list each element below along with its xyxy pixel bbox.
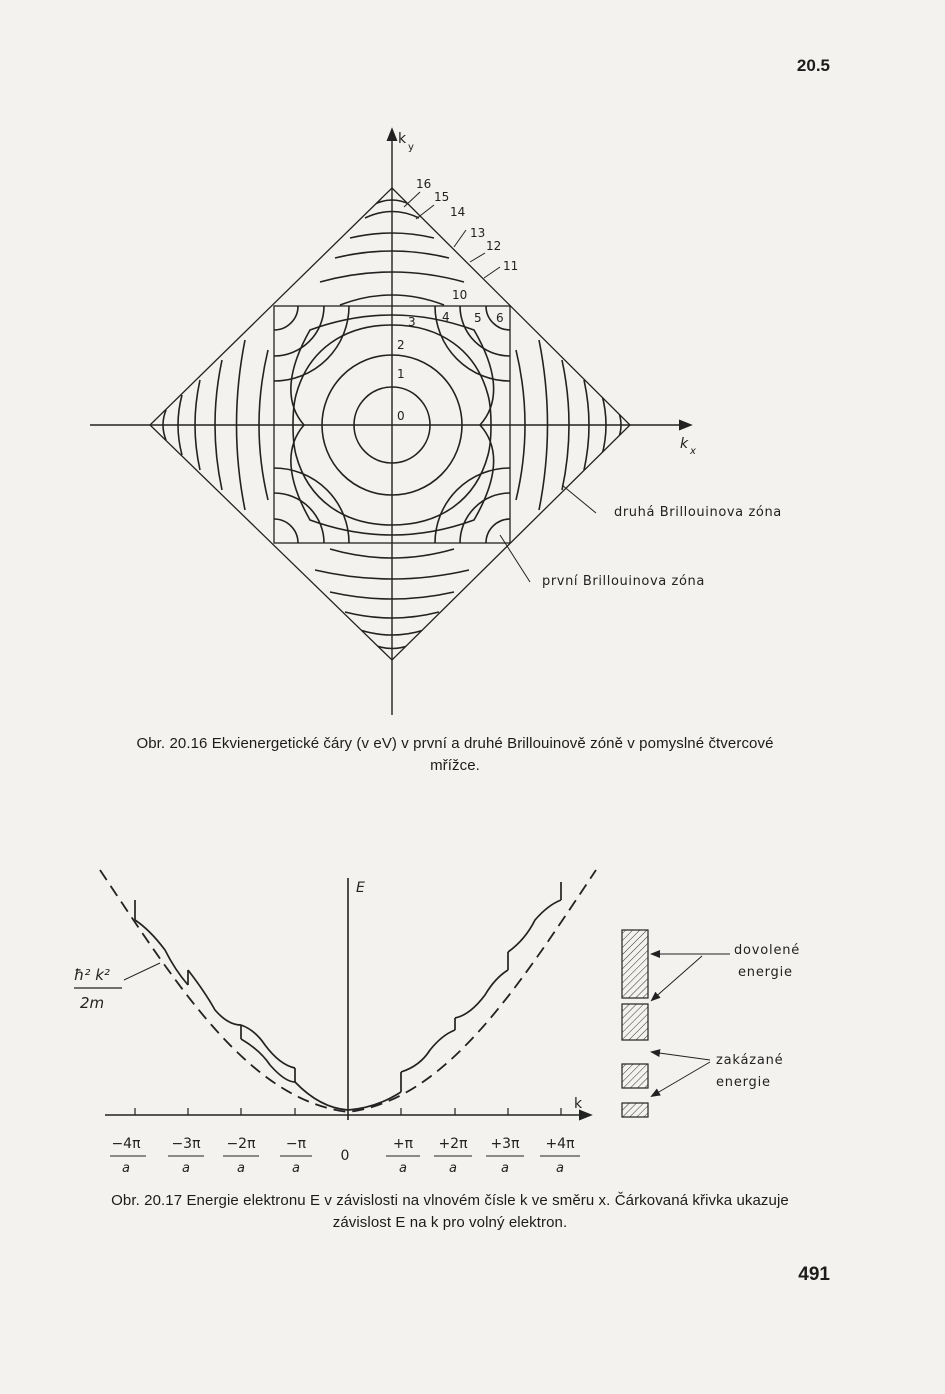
tick-label: −2π: [226, 1136, 256, 1152]
contour-label: 13: [470, 226, 486, 240]
allowed-band-box: [622, 1064, 648, 1088]
allowed-arrow: [652, 956, 702, 1000]
tick-label: −4π: [111, 1136, 141, 1152]
allowed-band-box: [622, 930, 648, 998]
second-zone-leader: [562, 485, 596, 513]
tick-denominator: a: [122, 1161, 130, 1176]
k-axis-label: k: [574, 1096, 583, 1112]
caption-line: Obr. 20.16 Ekvienergetické čáry (v eV) v první a druhé Brillouinově zóně v pomyslné čtvercové: [136, 735, 774, 752]
tick-denominator: a: [501, 1161, 509, 1176]
tick-denominator: a: [182, 1161, 190, 1176]
contour-label: 0: [397, 409, 405, 423]
figure-caption-20-17: [60, 1190, 840, 1234]
kx-axis-sub: x: [690, 446, 696, 457]
tick-label: −3π: [171, 1136, 201, 1152]
forbidden-energy-label: zakázané: [716, 1053, 784, 1068]
ky-axis-label: k: [398, 131, 407, 147]
contour-label: 4: [442, 310, 450, 324]
caption-line: závislost E na k pro volný elektron.: [332, 1214, 568, 1231]
figure-caption-20-16: [70, 733, 840, 777]
tick-denominator: a: [292, 1161, 300, 1176]
formula-leader: [124, 963, 160, 980]
formula-numerator: ħ² k²: [74, 966, 110, 984]
first-zone-label: první Brillouinova zóna: [542, 574, 705, 589]
contour-label: 5: [474, 311, 482, 325]
contour-label: 6: [496, 311, 504, 325]
section-number: 20.5: [796, 56, 830, 75]
caption-line: mřížce.: [430, 757, 480, 774]
energy-band-figure: [0, 820, 945, 1200]
caption-line: Obr. 20.17 Energie elektronu E v závislosti na vlnovém čísle k ve směru x. Čárkovaná křivka ukazuje: [111, 1192, 789, 1209]
forbidden-energy-label: energie: [716, 1075, 771, 1090]
tick-denominator: a: [449, 1161, 457, 1176]
forbidden-arrow: [652, 1052, 710, 1060]
contour-label: 15: [434, 190, 450, 204]
second-zone-label: druhá Brillouinova zóna: [614, 505, 782, 520]
page-number: 491: [798, 1264, 830, 1285]
contour-label: 11: [503, 259, 519, 273]
tick-label: +2π: [438, 1136, 468, 1152]
contour-label: 2: [397, 338, 405, 352]
second-zone-boundary: [150, 188, 630, 660]
allowed-band-box: [622, 1004, 648, 1040]
ky-axis-sub: y: [408, 142, 414, 153]
e-axis-label: E: [356, 880, 365, 896]
contour-label: 1: [397, 367, 405, 381]
contour-label: 16: [416, 177, 432, 191]
allowed-energy-label: dovolené: [734, 943, 801, 958]
tick-label: +4π: [545, 1136, 575, 1152]
allowed-band-box: [622, 1103, 648, 1117]
kx-axis-label: k: [680, 436, 689, 452]
tick-denominator: a: [237, 1161, 245, 1176]
tick-label: +π: [392, 1136, 414, 1152]
formula-denominator: 2m: [80, 994, 105, 1012]
contour-label: 12: [486, 239, 502, 253]
tick-denominator: a: [556, 1161, 564, 1176]
forbidden-arrow: [652, 1062, 710, 1096]
contour-label: 3: [408, 315, 416, 329]
tick-label: −π: [285, 1136, 307, 1152]
contour-label: 10: [452, 288, 468, 302]
tick-label: 0: [340, 1148, 350, 1164]
allowed-energy-label: energie: [738, 965, 793, 980]
tick-label: +3π: [490, 1136, 520, 1152]
tick-denominator: a: [399, 1161, 407, 1176]
contour-label: 14: [450, 205, 466, 219]
first-zone-leader: [500, 535, 530, 582]
